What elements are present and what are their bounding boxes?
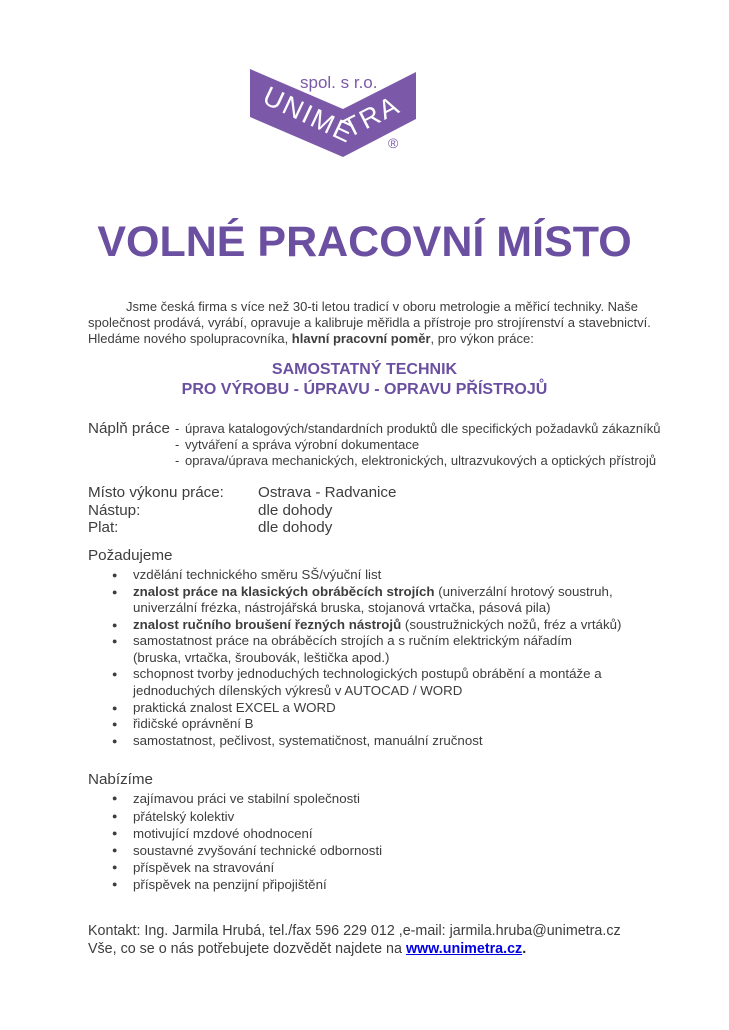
bullet-icon: ●	[112, 735, 118, 746]
benefit-item: ● zajímavou práci ve stabilní společnosti	[112, 791, 360, 807]
job-duties-section	[88, 421, 659, 470]
info-row-location	[88, 484, 653, 501]
duty-item: - oprava/úprava mechanických, elektronických, ultrazvukových a optických přístrojů	[175, 453, 657, 469]
logo-chevron-icon	[250, 68, 420, 163]
website-line: Vše, co se o nás potřebujete dozvědět najdete na www.unimetra.cz.	[88, 941, 527, 958]
bullet-icon: ●	[112, 810, 118, 821]
bullet-icon: ●	[112, 669, 118, 680]
benefit-item: ● přátelský kolektiv	[112, 808, 235, 824]
info-value: Ostrava - Radvanice	[258, 484, 397, 502]
dash-marker: -	[175, 436, 180, 452]
bullet-icon: ●	[112, 793, 118, 804]
job-duties-list	[175, 421, 661, 470]
duty-item: - úprava katalogových/standardních produktů dle specifických požadavků zákazníků	[175, 420, 661, 436]
position-heading	[0, 360, 729, 400]
benefit-item: ● příspěvek na stravování	[112, 860, 275, 876]
requirement-item: ● řidičské oprávnění B	[112, 716, 254, 732]
intro-line-1: Jsme česká firma s více než 30-ti letou tradicí v oboru metrologie a měřicí techniky. Naše	[126, 299, 639, 315]
intro-paragraph	[88, 299, 653, 346]
bullet-icon: ●	[112, 702, 118, 713]
info-row-start-date	[88, 502, 653, 519]
benefits-list	[88, 790, 659, 893]
requirements-heading: Požadujeme	[88, 546, 173, 564]
info-value: dle dohody	[258, 518, 333, 536]
info-label: Plat:	[88, 518, 119, 536]
position-line-1: SAMOSTATNÝ TECHNIK	[271, 360, 458, 378]
bullet-icon: ●	[112, 569, 118, 580]
bullet-icon: ●	[112, 862, 118, 873]
requirement-item: ● znalost ručního broušení řezných nástrojů (soustružnických nožů, fréz a vrtáků)	[112, 616, 622, 632]
employment-type-bold: hlavní pracovní poměr	[291, 330, 431, 346]
info-label: Místo výkonu práce:	[88, 484, 224, 502]
dash-marker: -	[175, 453, 180, 469]
benefit-item: ● motivující mzdové ohodnocení	[112, 825, 313, 841]
bullet-icon: ●	[112, 619, 118, 630]
bullet-icon: ●	[112, 636, 118, 647]
requirement-item: ● samostatnost práce na obráběcích strojích a s ručním elektrickým nářadím (bruska, vrtačka, šroubovák, leštička apod.)	[112, 633, 572, 665]
bullet-icon: ●	[112, 719, 118, 730]
job-duties-label: Náplň práce	[88, 419, 170, 437]
bullet-icon: ●	[112, 827, 118, 838]
logo-suffix-text: spol. s r.o.	[300, 73, 378, 92]
contact-section	[88, 922, 659, 959]
intro-line-3: Hledáme nového spolupracovníka, hlavní pracovní poměr, pro výkon práce:	[88, 330, 534, 346]
bullet-icon: ●	[112, 879, 118, 890]
logo-wordmark: UNIMETRA	[258, 80, 406, 150]
website-link[interactable]: www.unimetra.cz	[405, 941, 523, 958]
info-label: Nástup:	[88, 501, 141, 519]
bullet-icon: ●	[112, 586, 118, 597]
registered-trademark-icon: ®	[388, 135, 399, 151]
benefit-item: ● soustavné zvyšování technické odbornosti	[112, 843, 383, 859]
position-line-2: PRO VÝROBU - ÚPRAVU - OPRAVU PŘÍSTROJŮ	[181, 380, 548, 398]
requirement-item: ● znalost práce na klasických obráběcích strojích (univerzální hrotový soustruh, univerzální frézka, nástrojářská bruska, stojanová vrtačka, pásová pila)	[112, 583, 613, 616]
company-logo	[250, 0, 420, 163]
intro-line-2: společnost prodává, vyrábí, opravuje a kalibruje měřidla a přístroje pro strojírenství a stavebnictví.	[88, 315, 651, 331]
duty-item: - vytváření a správa výrobní dokumentace	[175, 436, 420, 452]
job-info-rows	[88, 484, 653, 536]
requirement-item: ● vzdělání technického směru SŠ/výuční list	[112, 566, 382, 582]
requirements-list	[88, 567, 659, 750]
bullet-icon: ●	[112, 845, 118, 856]
requirement-item: ● samostatnost, pečlivost, systematičnost, manuální zručnost	[112, 732, 483, 748]
requirement-item: ● praktická znalost EXCEL a WORD	[112, 699, 336, 715]
page-title: VOLNÉ PRACOVNÍ MÍSTO	[97, 218, 632, 266]
benefit-item: ● příspěvek na penzijní připojištění	[112, 877, 327, 893]
benefits-heading: Nabízíme	[88, 771, 153, 789]
dash-marker: -	[175, 420, 180, 436]
contact-line: Kontakt: Ing. Jarmila Hrubá, tel./fax 596 229 012 ,e-mail: jarmila.hruba@unimetra.cz	[88, 922, 621, 939]
info-value: dle dohody	[258, 501, 333, 519]
info-row-salary	[88, 519, 653, 536]
requirement-item: ● schopnost tvorby jednoduchých technologických postupů obrábění a montáže a jednoduchých dílenských výkresů v AUTOCAD / WORD	[112, 666, 602, 699]
